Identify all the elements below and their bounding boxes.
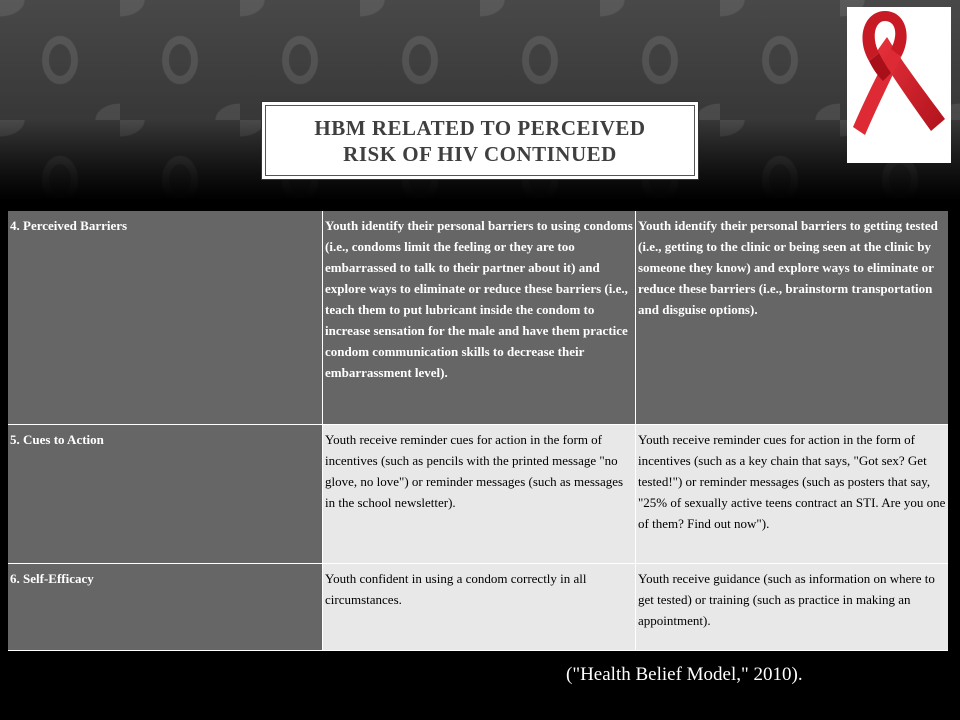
- table-row: [8, 564, 948, 651]
- slide-title: HBM RELATED TO PERCEIVED RISK OF HIV CONTINUED: [314, 115, 646, 166]
- hbm-table: [8, 211, 948, 651]
- table-row: [8, 425, 948, 564]
- red-awareness-ribbon-icon: [847, 7, 951, 163]
- testing-cell: Youth receive reminder cues for action in the form of incentives (such as a key chain that says, "Got sex? Get tested!") or reminder messages (such as posters that say, "25% of sexually active teens contract an STI. Are you one of them? Find out now").: [636, 425, 949, 564]
- row-label: 5. Cues to Action: [8, 425, 323, 564]
- condom-cell: Youth identify their personal barriers to using condoms (i.e., condoms limit the feeling or they are too embarrassed to talk to their partner about it) and explore ways to eliminate or reduce these barriers (i.e., teach them to put lubricant inside the condom to increase sensation for the male and have them practice condom communication skills to decrease their embarrassment level).: [323, 211, 636, 425]
- testing-cell: Youth receive guidance (such as information on where to get tested) or training (such as practice in making an appointment).: [636, 564, 949, 651]
- row-label: 4. Perceived Barriers: [8, 211, 323, 425]
- citation: ("Health Belief Model," 2010).: [566, 664, 803, 685]
- table-row: [8, 211, 948, 425]
- condom-cell: Youth receive reminder cues for action in the form of incentives (such as pencils with the printed message "no glove, no love") or reminder messages (such as messages in the school newsletter).: [323, 425, 636, 564]
- row-label: 6. Self-Efficacy: [8, 564, 323, 651]
- ribbon-image: [847, 7, 951, 163]
- testing-cell: Youth identify their personal barriers to getting tested (i.e., getting to the clinic or being seen at the clinic by someone they know) and explore ways to eliminate or reduce these barriers (i.e., brainstorm transportation and disguise options).: [636, 211, 949, 425]
- title-box: [261, 101, 699, 180]
- condom-cell: Youth confident in using a condom correctly in all circumstances.: [323, 564, 636, 651]
